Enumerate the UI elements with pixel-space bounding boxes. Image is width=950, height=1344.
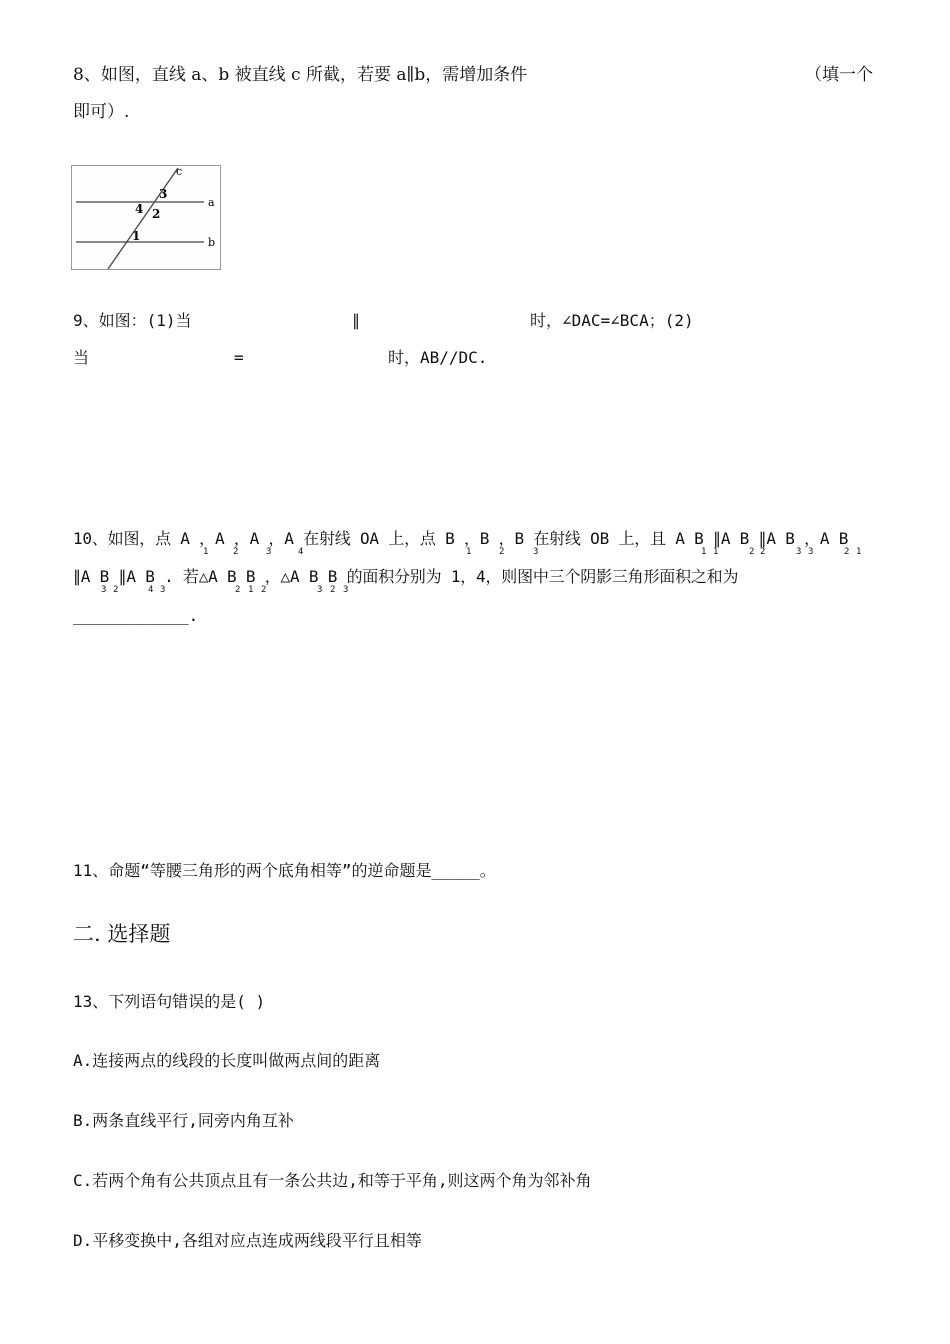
q8-line2: 即可）. (73, 102, 130, 122)
q10-sub: 2 (235, 585, 241, 595)
q9-line2-b: = (234, 348, 244, 367)
q10-line2: ∥A B ∥A B . 若△A B B ，△A B B 的面积分别为 1，4，则图中三个阴影三角形面积之和为 (73, 567, 739, 586)
q13-stem: 13、下列语句错误的是( ) (73, 992, 266, 1011)
q8-line1: 8、如图，直线 a、b 被直线 c 所截，若要 a∥b，需增加条件 (73, 65, 528, 85)
q10-sub: 3 (533, 547, 539, 557)
q10-sub: 2 (760, 547, 766, 557)
q10-answer-blank: ____________. (73, 606, 199, 625)
q10-sub: 3 (343, 585, 349, 595)
angle-2: 2 (152, 207, 161, 221)
q10-sub: 2 (844, 547, 850, 557)
q13-option-c: C.若两个角有公共顶点且有一条公共边,和等于平角,则这两个角为邻补角 (73, 1171, 592, 1190)
q10-sub: 3 (101, 585, 107, 595)
q8-line1-tail: （填一个 (805, 65, 873, 85)
q13-option-a: A.连接两点的线段的长度叫做两点间的距离 (73, 1051, 381, 1070)
q9-line2-a: 当 (73, 348, 90, 367)
q10-line1: 10、如图，点 A ，A ，A ，A 在射线 OA 上，点 B ，B ，B 在射线 OB 上，且 A B ∥A B ∥A B ，A B (73, 529, 849, 548)
line-c (108, 168, 178, 269)
q10-sub: 3 (796, 547, 802, 557)
q10-sub: 1 (466, 547, 472, 557)
q13-option-b: B.两条直线平行,同旁内角互补 (73, 1111, 294, 1130)
q10-sub: 2 (261, 585, 267, 595)
q10-sub: 2 (233, 547, 239, 557)
q10-sub: 3 (808, 547, 814, 557)
q10-sub: 1 (701, 547, 707, 557)
q10-sub: 1 (713, 547, 719, 557)
q10-sub: 2 (499, 547, 505, 557)
q10-sub: 1 (203, 547, 209, 557)
angle-4: 4 (135, 202, 144, 216)
q10-sub: 1 (248, 585, 254, 595)
q10-sub: 4 (298, 547, 304, 557)
q10-sub: 2 (330, 585, 336, 595)
q10-sub: 1 (856, 547, 862, 557)
q8-figure (71, 165, 221, 270)
q9-line1-b: ∥ (352, 311, 360, 330)
section-heading: 二. 选择题 (73, 922, 171, 946)
q10-sub: 3 (317, 585, 323, 595)
q10-sub: 4 (148, 585, 154, 595)
label-c: c (176, 166, 183, 178)
q10-sub: 3 (266, 547, 272, 557)
q10-sub: 2 (113, 585, 119, 595)
q9-line1-c: 时，∠DAC=∠BCA；(2) (530, 311, 694, 330)
q9-line2-c: 时，AB//DC. (388, 348, 488, 367)
label-b: b (208, 236, 216, 249)
label-a: a (208, 196, 215, 209)
q10-sub: 2 (749, 547, 755, 557)
q10-sub: 3 (160, 585, 166, 595)
q13-option-d: D.平移变换中,各组对应点连成两线段平行且相等 (73, 1231, 422, 1250)
angle-1: 1 (132, 229, 141, 243)
q9-line1-a: 9、如图：(1)当 (73, 311, 192, 330)
angle-3: 3 (159, 187, 168, 201)
q11-text: 11、命题“等腰三角形的两个底角相等”的逆命题是_____。 (73, 861, 496, 880)
parallel-lines-diagram (72, 166, 220, 269)
